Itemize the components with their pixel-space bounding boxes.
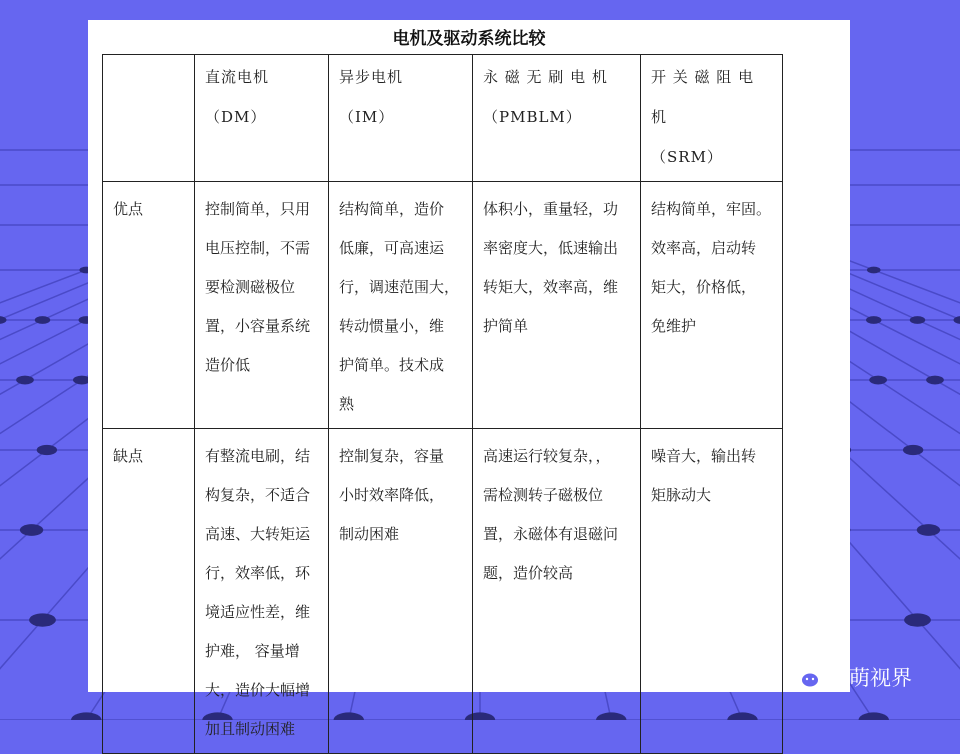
row-label: 优点: [103, 182, 195, 429]
header-cell: 永 磁 无 刷 电 机 （PMBLM）: [473, 55, 641, 182]
grid-node: [20, 524, 43, 536]
comparison-sheet: [88, 20, 850, 692]
table-row: [103, 429, 783, 754]
watermark-text: 呆萌视界: [828, 662, 912, 692]
grid-node: [35, 316, 51, 324]
header-cell: 开 关 磁 阻 电 机 （SRM）: [641, 55, 783, 182]
grid-node: [904, 613, 931, 626]
wechat-icon: [786, 663, 822, 691]
table-cell: 噪音大，输出转 矩脉动大: [641, 429, 783, 754]
table-cell: 结构简单，造价 低廉，可高速运 行，调速范围大， 转动惯量小，维 护简单。技术成 熟: [329, 182, 473, 429]
comparison-table: [102, 54, 783, 754]
header-cell: 异步电机 （IM）: [329, 55, 473, 182]
header-cell: [103, 55, 195, 182]
grid-node: [910, 316, 926, 324]
page-title: 电机及驱动系统比较: [88, 24, 850, 49]
table-cell: 有整流电刷，结 构复杂，不适合 高速、大转矩运 行，效率低，环 境适应性差，维 护难， 容量增 大，造价大幅增 加且制动困难: [195, 429, 329, 754]
grid-node: [859, 712, 890, 720]
grid-node: [71, 712, 102, 720]
header-cell: 直流电机 （DM）: [195, 55, 329, 182]
grid-node: [903, 445, 923, 455]
watermark: [786, 662, 912, 692]
table-row: [103, 182, 783, 429]
grid-node: [866, 316, 882, 324]
grid-node: [37, 445, 57, 455]
table-header-row: [103, 55, 783, 182]
table-cell: 控制简单，只用 电压控制，不需 要检测磁极位 置，小容量系统 造价低: [195, 182, 329, 429]
table-cell: 结构简单，牢固。 效率高，启动转 矩大，价格低， 免维护: [641, 182, 783, 429]
table-cell: 高速运行较复杂，， 需检测转子磁极位 置，永磁体有退磁问 题，造价较高: [473, 429, 641, 754]
table-cell: 体积小，重量轻，功 率密度大，低速输出 转矩大，效率高，维 护简单: [473, 182, 641, 429]
grid-node: [926, 376, 944, 385]
grid-node: [29, 613, 56, 626]
grid-node: [917, 524, 940, 536]
grid-node: [867, 267, 881, 274]
grid-node: [16, 376, 34, 385]
grid-node: [869, 376, 887, 385]
table-cell: 控制复杂，容量 小时效率降低， 制动困难: [329, 429, 473, 754]
row-label: 缺点: [103, 429, 195, 754]
